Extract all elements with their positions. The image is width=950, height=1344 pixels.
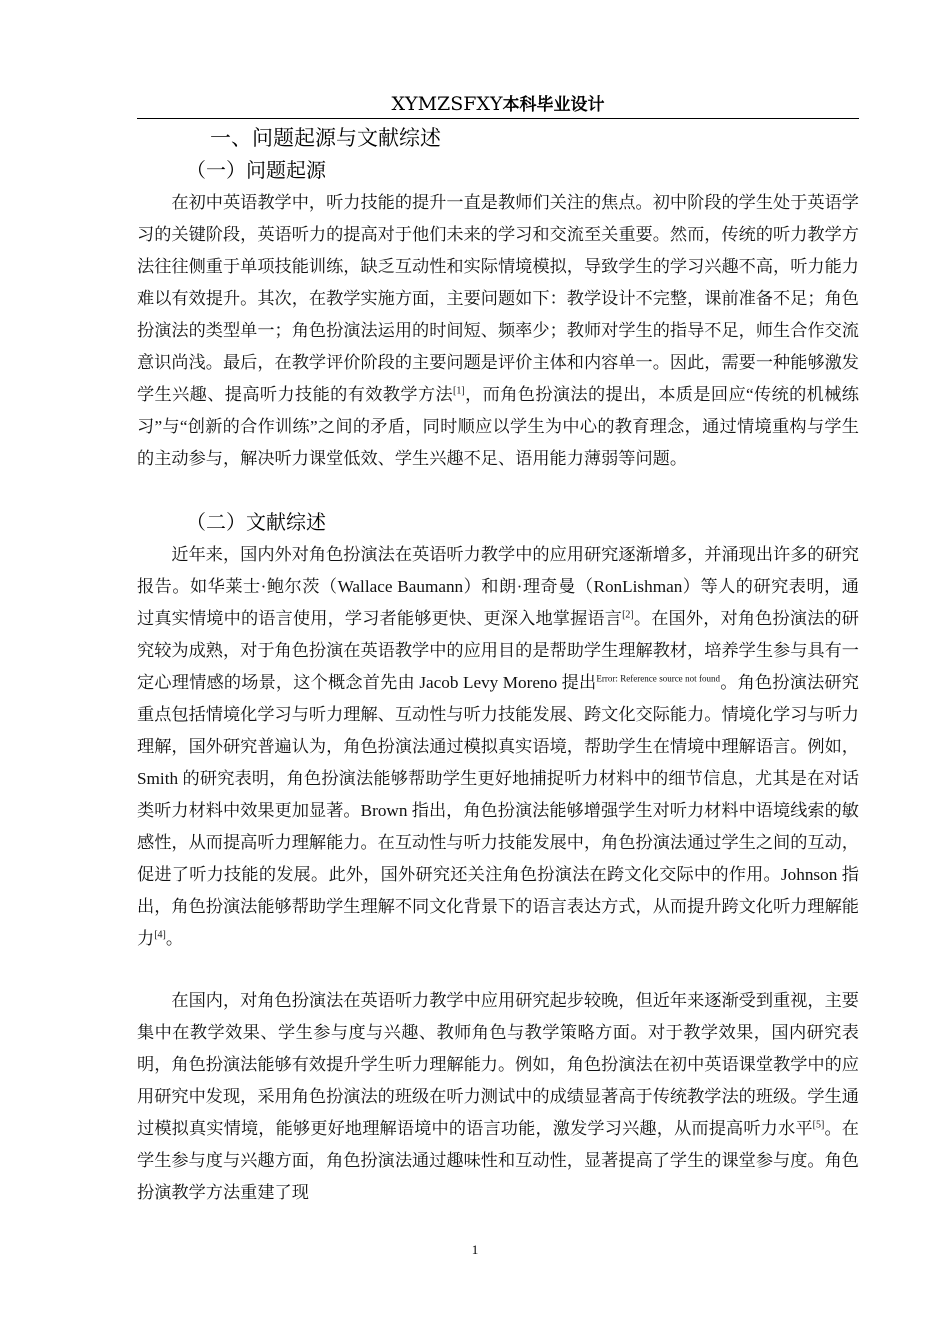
paragraph-text: 。角色扮演法研究重点包括情境化学习与听力理解、互动性与听力技能发展、跨文化交际能力。情境化学习与听力理解，国外研究普遍认为，角色扮演法通过模拟真实语境，帮助学生在情境中理解语言。例如，Smith 的研究表明，角色扮演法能够帮助学生更好地捕捉听力材料中的细节信息，尤其是在对话类听力材料中效果更加显著。Brown 指出，角色扮演法能够增强学生对听力材料中语境线索的敏感性，从而提高听力理解能力。在互动性与听力技能发展中，角色扮演法通过学生之间的互动，促进了听力技能的发展。此外，国外研究还关注角色扮演法在跨文化交际中的作用。Johnson 指出，角色扮演法能够帮助学生理解不同文化背景下的语言表达方式，从而提升跨文化听力理解能力 bbox=[137, 673, 859, 948]
subsection-title-review: （二）文献综述 bbox=[186, 510, 326, 534]
paragraph-text: 。在学生参与度与兴趣方面，角色扮演法通过趣味性和互动性，显著提高了学生的课堂参与度。角色扮演教学方法重建了现 bbox=[137, 1119, 859, 1202]
paragraph-origin bbox=[137, 187, 859, 475]
paragraph-text: 在初中英语教学中，听力技能的提升一直是教师们关注的焦点。初中阶段的学生处于英语学习的关键阶段，英语听力的提高对于他们未来的学习和交流至关重要。然而，传统的听力教学方法往往侧重于单项技能训练，缺乏互动性和实际情境模拟，导致学生的学习兴趣不高，听力能力难以有效提升。其次，在教学实施方面，主要问题如下：教学设计不完整，课前准备不足；角色扮演法的类型单一；角色扮演法运用的时间短、频率少；教师对学生的指导不足，师生合作交流意识尚浅。最后，在教学评价阶段的主要问题是评价主体和内容单一。因此，需要一种能够激发学生兴趣、提高听力技能的有效教学方法 bbox=[137, 193, 859, 404]
citation-ref: [5] bbox=[812, 1119, 825, 1131]
paragraph-text: 近年来，国内外对角色扮演法在英语听力教学中的应用研究逐渐增多，并涌现出许多的研究报告。如华莱士·鲍尔茨（Wallace Baumann）和朗·理奇曼（RonLishman）等人的研究表明，通过真实情境中的语言使用，学习者能够更快、更深入地掌握语言 bbox=[137, 545, 859, 628]
page-number: 1 bbox=[471, 1242, 479, 1257]
paragraph-review-domestic bbox=[137, 985, 859, 1209]
paragraph-text: 。 bbox=[165, 929, 184, 948]
citation-ref: [2] bbox=[622, 609, 634, 621]
paragraph-review-foreign bbox=[137, 539, 859, 955]
paragraph-text: 。在国外，对角色扮演法的研究较为成熟，对于角色扮演在英语教学中的应用目的是帮助学生理解教材，培养学生参与具有一定心理情感的场景，这个概念首先由 Jacob Levy Moreno 提出 bbox=[137, 609, 859, 692]
subsection-title-origin: （一）问题起源 bbox=[186, 158, 326, 182]
header-title: 本科毕业设计 bbox=[502, 95, 605, 115]
citation-ref: [4] bbox=[154, 929, 166, 941]
section-title: 一、问题起源与文献综述 bbox=[210, 126, 441, 150]
paragraph-text: 在国内，对角色扮演法在英语听力教学中应用研究起步较晚，但近年来逐渐受到重视，主要集中在教学效果、学生参与度与兴趣、教师角色与教学策略方面。对于教学效果，国内研究表明，角色扮演法能够有效提升学生听力理解能力。例如，角色扮演法在初中英语课堂教学中的应用研究中发现，采用角色扮演法的班级在听力测试中的成绩显著高于传统教学法的班级。学生通过模拟真实情境，能够更好地理解语境中的语言功能，激发学习兴趣，从而提高听力水平 bbox=[137, 991, 859, 1138]
page-header bbox=[137, 92, 859, 119]
header-code: XYMZSFXY bbox=[391, 93, 503, 115]
citation-ref: [1] bbox=[453, 385, 465, 397]
paragraph-text: ，而角色扮演法的提出，本质是回应“传统的机械练习”与“创新的合作训练”之间的矛盾，同时顺应以学生为中心的教育理念，通过情境重构与学生的主动参与，解决听力课堂低效、学生兴趣不足、语用能力薄弱等问题。 bbox=[137, 385, 859, 468]
citation-error: Error: Reference source not found bbox=[596, 673, 721, 684]
